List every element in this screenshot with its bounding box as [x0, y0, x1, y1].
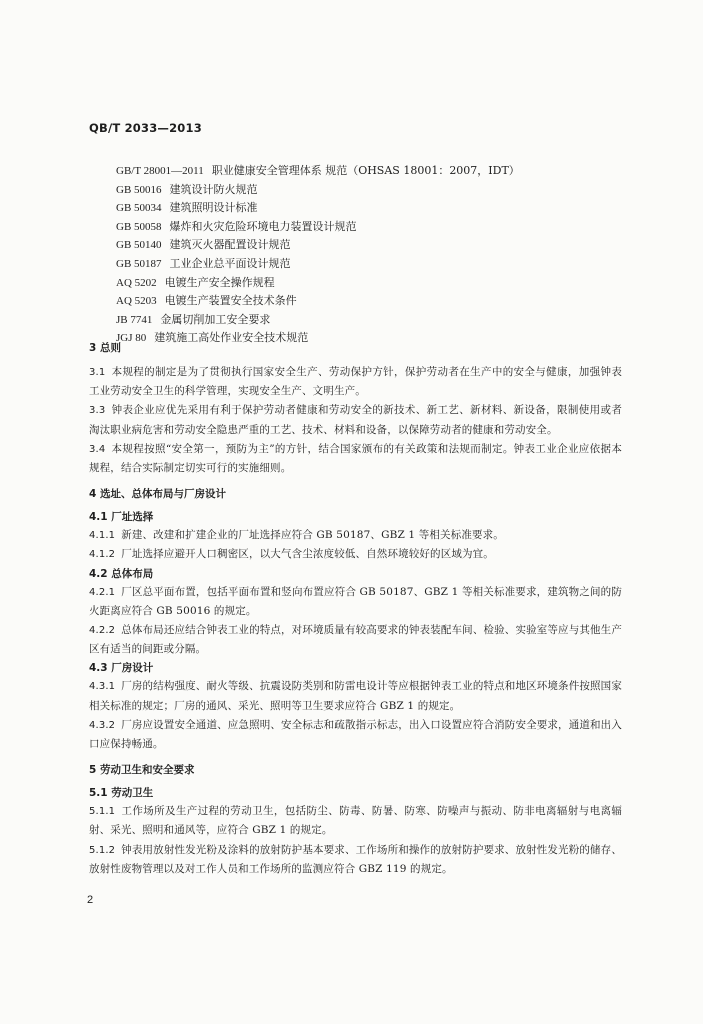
reference-item: [116, 236, 520, 255]
reference-code: GB 50034: [116, 202, 162, 215]
reference-title: 电镀生产装置安全技术条件: [164, 294, 297, 308]
clause-number: 4.1.2: [89, 549, 116, 561]
reference-item: [116, 274, 520, 293]
reference-title: 电镀生产安全操作规程: [164, 275, 275, 289]
subsection-heading: 4.1 厂址选择: [89, 511, 154, 524]
clause-number: 4.3.1: [89, 681, 116, 693]
clause-text: 钟表企业应优先采用有利于保护劳动者健康和劳动安全的新技术、新工艺、新材料、新设备，限制使用或者淘汰职业病危害和劳动安全隐患严重的工艺、技术、材料和设备，以保障劳动者的健康和劳动安全。: [89, 404, 622, 436]
reference-title: 爆炸和火灾危险环境电力装置设计规范: [169, 219, 357, 233]
subsection-heading: 4.3 厂房设计: [89, 662, 154, 675]
section-heading: 3 总则: [89, 342, 121, 354]
subsection-heading: 4.2 总体布局: [89, 567, 154, 580]
reference-title: 建筑照明设计标准: [169, 201, 258, 215]
clause-number: 5.1.1: [89, 806, 116, 818]
clause-number: 3.1: [89, 367, 106, 378]
clause-paragraph: [89, 841, 622, 879]
reference-item: [116, 292, 520, 311]
clause-number: 3.3: [89, 405, 106, 417]
reference-item: [116, 162, 520, 181]
standard-id-header: QB/T 2033—2013: [89, 121, 202, 135]
reference-code: JGJ 80: [116, 332, 147, 345]
clause-paragraph: [89, 802, 622, 840]
reference-title: 金属切削加工安全要求: [160, 312, 271, 326]
reference-item: [116, 311, 520, 330]
reference-code: GB 50016: [116, 183, 162, 196]
clause-text: 工作场所及生产过程的劳动卫生，包括防尘、防毒、防暑、防寒、防噪声与振动、防非电离辐射与电离辐射、采光、照明和通风等，应符合 GBZ 1 的规定。: [89, 805, 622, 837]
reference-code: JB 7741: [116, 313, 153, 326]
clause-paragraph: [89, 545, 622, 564]
clause-number: 4.3.2: [89, 719, 116, 731]
reference-code: AQ 5202: [116, 276, 157, 289]
section-heading: 5 劳动卫生和安全要求: [89, 764, 195, 777]
clause-paragraph: [89, 716, 622, 754]
clause-paragraph: [89, 401, 622, 439]
section-heading: 4 选址、总体布局与厂房设计: [89, 488, 226, 501]
reference-title: 建筑灭火器配置设计规范: [169, 238, 291, 252]
clause-text: 本规程的制定是为了贯彻执行国家安全生产、劳动保护方针，保护劳动者在生产中的安全与健康，加强钟表工业劳动安全卫生的科学管理，实现安全生产、文明生产。: [89, 366, 622, 398]
clause-paragraph: [89, 363, 622, 401]
document-body: [89, 340, 622, 879]
reference-item: [116, 255, 520, 274]
reference-code: GB 50140: [116, 239, 162, 252]
reference-item: [116, 199, 520, 218]
clause-number: 4.1.1: [89, 530, 116, 542]
reference-code: GB 50187: [116, 257, 162, 270]
clause-text: 厂房应设置安全通道、应急照明、安全标志和疏散指示标志，出入口设置应符合消防安全要求，通道和出入口应保持畅通。: [89, 718, 622, 751]
clause-number: 3.4: [89, 443, 106, 455]
clause-paragraph: [89, 677, 622, 715]
clause-number: 4.2.2: [89, 625, 116, 637]
normative-references-list: [116, 162, 520, 348]
clause-text: 厂址选择应避开人口稠密区，以大气含尘浓度较低、自然环境较好的区域为宜。: [121, 548, 494, 561]
clause-paragraph: [89, 583, 622, 621]
reference-item: [116, 181, 520, 200]
reference-title: 工业企业总平面设计规范: [169, 256, 291, 270]
clause-paragraph: [89, 440, 622, 478]
clause-text: 钟表用放射性发光粉及涂料的放射防护基本要求、工作场所和操作的放射防护要求、放射性发光粉的储存、放射性废物管理以及对工作人员和工作场所的监测应符合 GBZ 119 的规定。: [89, 843, 622, 875]
reference-item: [116, 218, 520, 237]
reference-code: GB 50058: [116, 220, 162, 233]
clause-text: 本规程按照“安全第一，预防为主”的方针，结合国家颁布的有关政策和法规而制定。钟表工业企业应依据本规程，结合实际制定切实可行的实施细则。: [89, 442, 622, 475]
clause-text: 总体布局还应结合钟表工业的特点，对环境质量有较高要求的钟表装配车间、检验、实验室等应与其他生产区有适当的间距或分隔。: [89, 624, 622, 656]
reference-code: AQ 5203: [116, 295, 157, 308]
reference-title: 建筑设计防火规范: [169, 182, 258, 196]
clause-text: 厂区总平面布置，包括平面布置和竖向布置应符合 GB 50187、GBZ 1 等相关标准要求，建筑物之间的防火距离应符合 GB 50016 的规定。: [89, 585, 622, 617]
clause-text: 新建、改建和扩建企业的厂址选择应符合 GB 50187、GBZ 1 等相关标准要求。: [121, 529, 504, 542]
clause-number: 4.2.1: [89, 586, 116, 598]
reference-code: GB/T 28001—2011: [116, 165, 204, 177]
clause-paragraph: [89, 621, 622, 659]
clause-text: 厂房的结构强度、耐火等级、抗震设防类别和防雷电设计等应根据钟表工业的特点和地区环境条件按照国家相关标准的规定；厂房的通风、采光、照明等卫生要求应符合 GBZ 1 的规定。: [89, 680, 622, 712]
reference-title: 建筑施工高处作业安全技术规范: [154, 331, 309, 345]
reference-title: 职业健康安全管理体系 规范（OHSAS 18001：2007，IDT）: [211, 164, 520, 177]
page-number: 2: [87, 894, 94, 906]
clause-number: 5.1.2: [89, 844, 116, 856]
clause-paragraph: [89, 526, 622, 545]
subsection-heading: 5.1 劳动卫生: [89, 787, 154, 800]
